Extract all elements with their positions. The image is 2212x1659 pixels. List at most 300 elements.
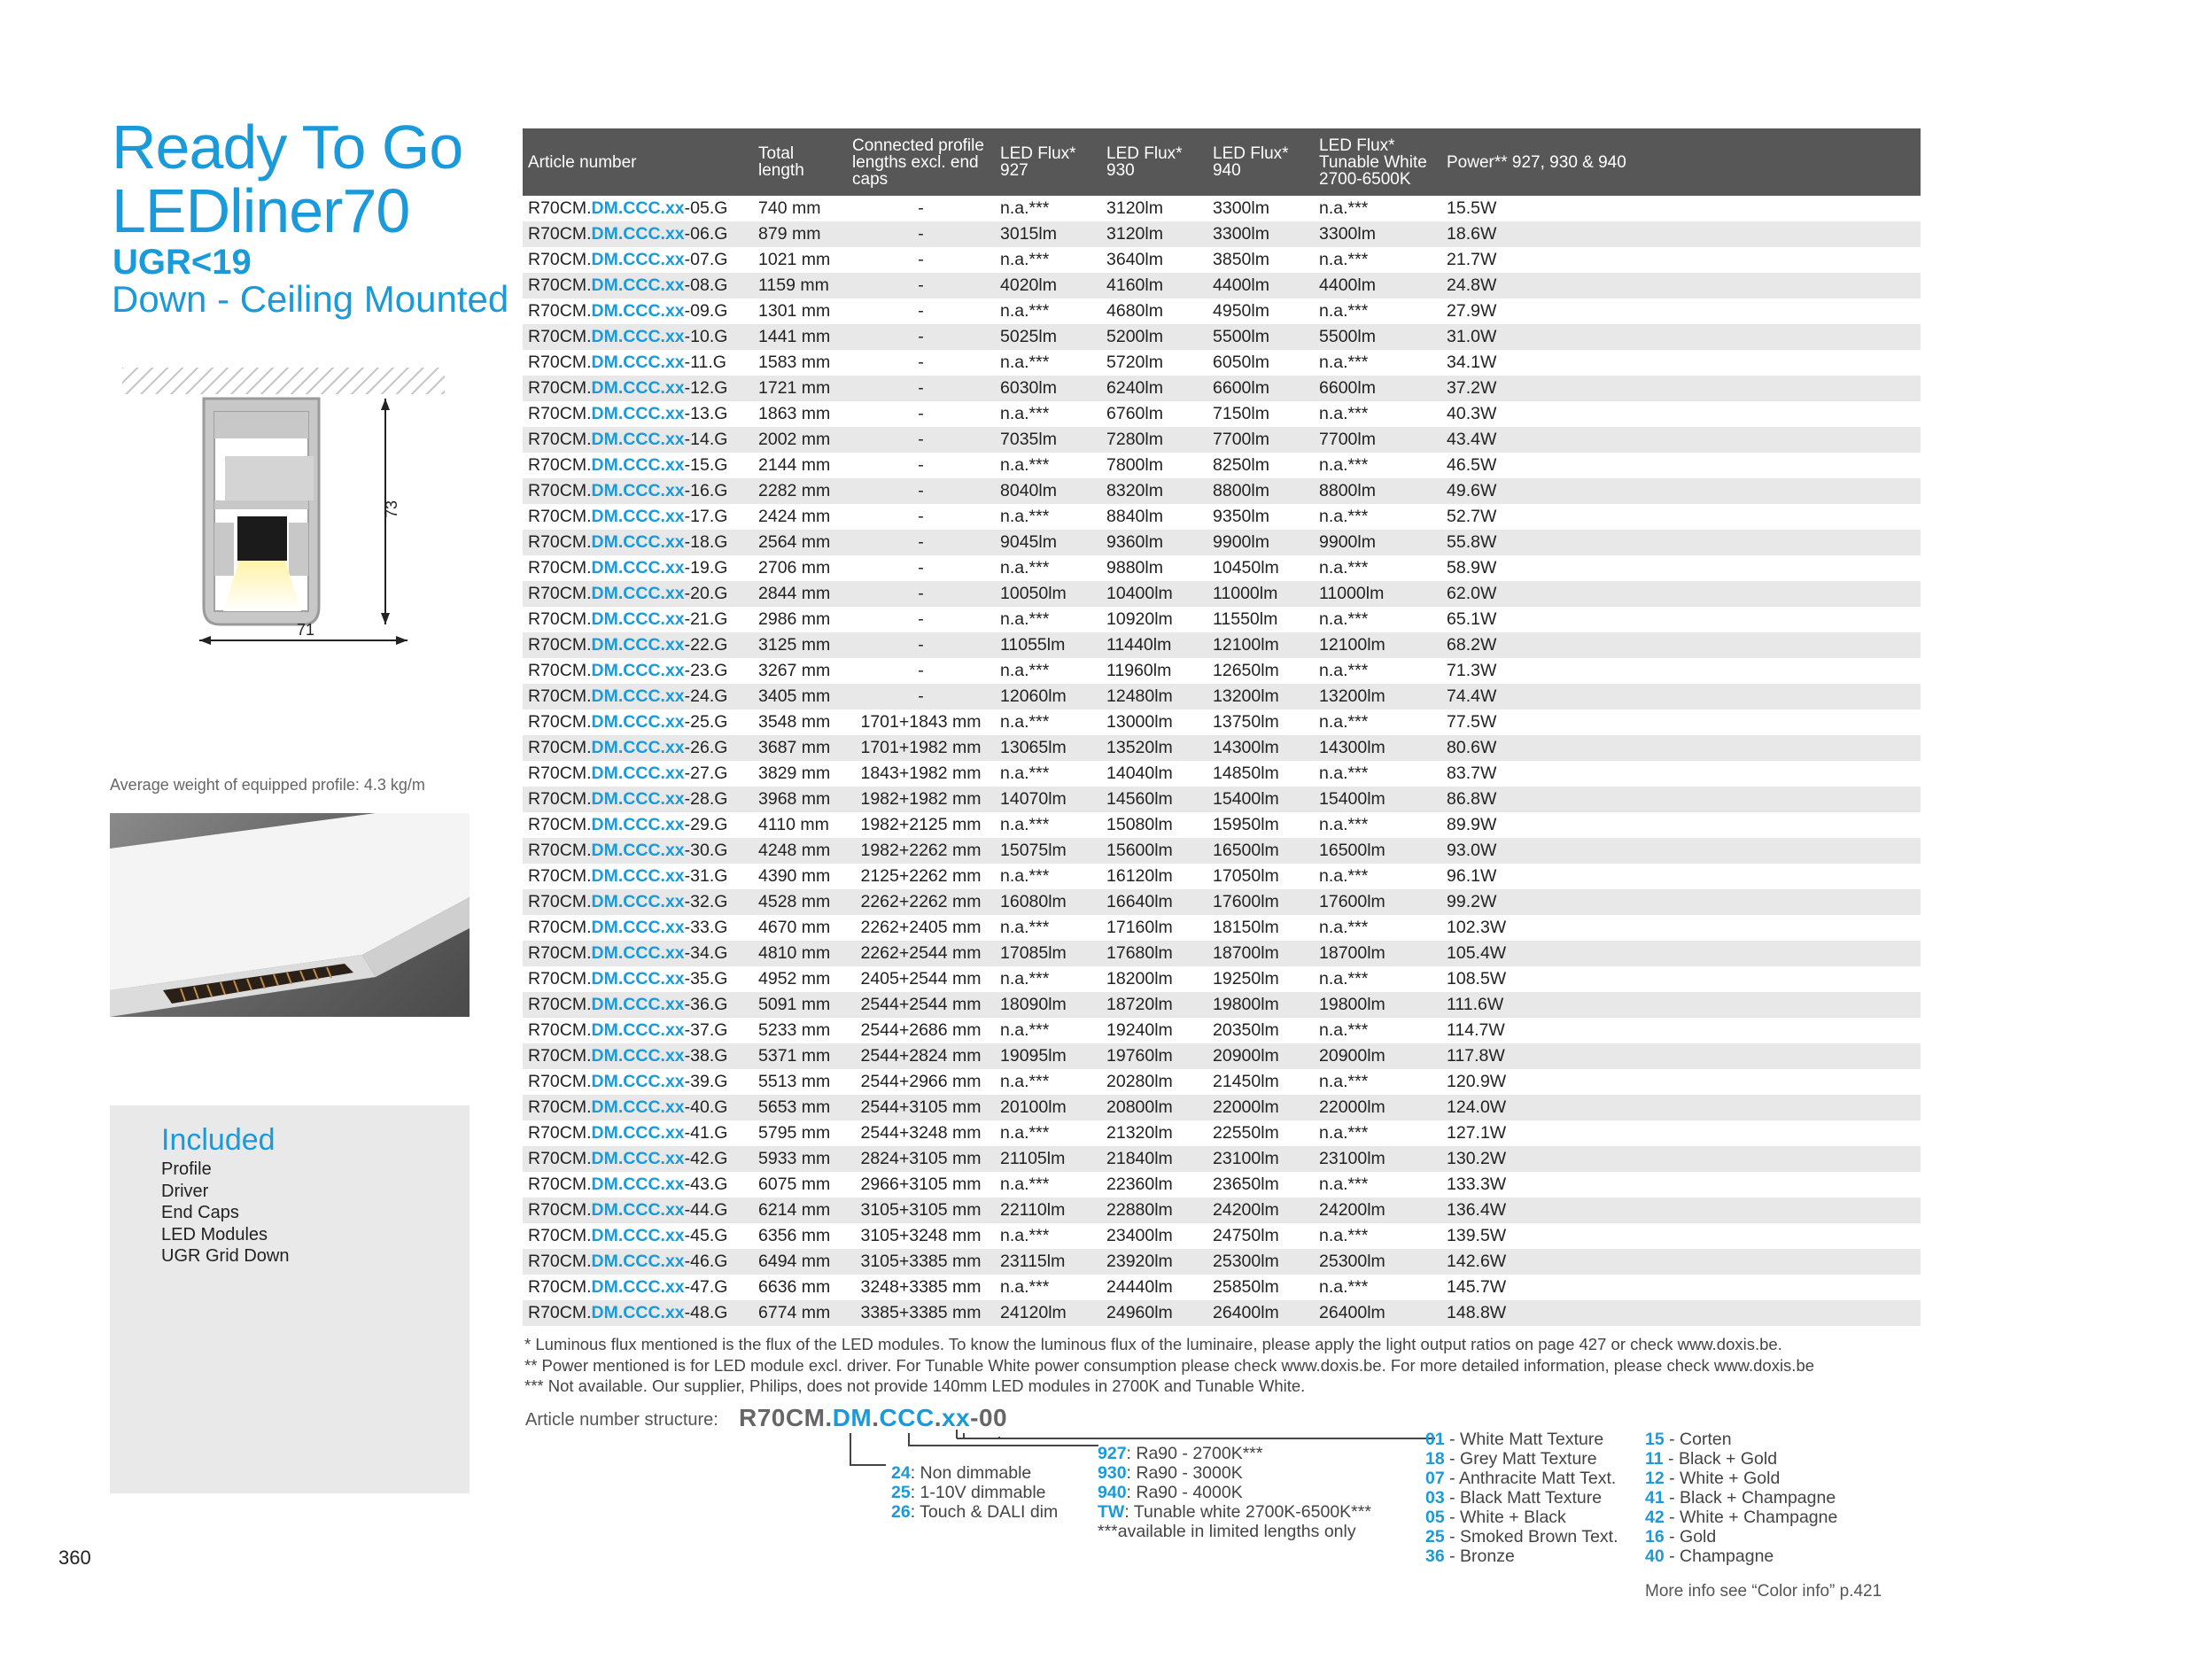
col-header-flux-930: LED Flux* 930 [1101,128,1207,196]
cell-length: 6075 mm [758,1174,831,1194]
col-header-connected: Connected profile lengths excl. end caps [847,128,995,196]
cell-flux-940: 6600lm [1207,376,1314,401]
cell-length: 4110 mm [758,815,829,834]
cell-flux-940: 22550lm [1213,1123,1279,1143]
cell-article-number: R70CM.DM.CCC.xx-29.G [528,815,728,834]
cell-flux-930: 22360lm [1106,1174,1173,1194]
cell-flux-930: 12480lm [1101,684,1207,709]
cell-flux-930: 20280lm [1106,1072,1173,1091]
cell-connected: 1701+1982 mm [847,735,995,761]
cell-article-number: R70CM.DM.CCC.xx-11.G [528,353,726,372]
cell-connected: 1982+2125 mm [860,815,982,834]
color-option: 16 - Gold [1645,1527,1717,1547]
table-row [523,453,1921,478]
spec-table [523,128,1921,1326]
cell-flux-940: 15400lm [1207,787,1314,812]
cell-article-number: R70CM.DM.CCC.xx-08.G [523,273,753,298]
cell-article-number: R70CM.DM.CCC.xx-28.G [523,787,753,812]
cell-article-number: R70CM.DM.CCC.xx-38.G [523,1043,753,1069]
cell-power: 71.3W [1447,661,1497,680]
cell-flux-930: 9360lm [1101,530,1207,555]
cell-flux-930: 7280lm [1101,427,1207,453]
cell-flux-930: 9880lm [1106,558,1163,578]
cell-length: 4248 mm [753,838,847,864]
cell-flux-940: 24750lm [1213,1226,1279,1245]
cct-option: 940: Ra90 - 4000K [1098,1483,1243,1502]
cell-flux-930: 22880lm [1101,1198,1207,1223]
cell-length: 3687 mm [753,735,847,761]
cell-flux-tw: 11000lm [1314,581,1441,607]
cell-length: 2424 mm [758,507,831,526]
cell-length: 2706 mm [758,558,831,578]
color-option: 03 - Black Matt Texture [1425,1488,1603,1508]
footnote-na: *** Not available. Our supplier, Philips, does not provide 140mm LED modules in 2700K and Tunable White. [524,1376,1306,1395]
cell-flux-930: 14040lm [1106,764,1173,783]
table-row [523,1275,1921,1300]
cell-flux-930: 6240lm [1101,376,1207,401]
table-row [523,196,1921,221]
table-row [523,709,1921,735]
cell-flux-tw: 3300lm [1314,221,1441,247]
cell-length: 5653 mm [753,1095,847,1120]
table-row [523,273,1921,298]
cell-connected: - [847,632,995,658]
cell-connected: 2966+3105 mm [860,1174,982,1194]
cell-connected: - [918,507,924,526]
cell-flux-tw: 19800lm [1314,992,1441,1018]
cell-connected: 3105+3385 mm [847,1249,995,1275]
cell-length: 1159 mm [753,273,847,298]
cell-length: 2144 mm [758,455,831,475]
cell-flux-tw: 15400lm [1314,787,1441,812]
dimming-option: 25: 1-10V dimmable [891,1483,1046,1502]
cell-flux-tw: n.a.*** [1319,764,1369,783]
cell-length: 3968 mm [753,787,847,812]
cell-length: 6356 mm [758,1226,831,1245]
cell-connected: 2544+2824 mm [847,1043,995,1069]
cell-flux-930: 3120lm [1106,198,1163,218]
cell-power: 58.9W [1447,558,1497,578]
cell-flux-927: n.a.*** [1000,969,1050,988]
cell-flux-927: n.a.*** [1000,1174,1050,1194]
cct-option: 927: Ra90 - 2700K*** [1098,1444,1263,1463]
table-row [523,298,1921,324]
cell-length: 3829 mm [758,764,831,783]
cell-connected: - [918,353,924,372]
product-name: LEDliner70 [112,176,410,245]
cell-flux-927: 24120lm [995,1300,1101,1326]
cell-power: 133.3W [1447,1174,1507,1194]
cell-flux-927: 19095lm [995,1043,1101,1069]
cell-flux-927: 16080lm [995,889,1101,915]
cell-flux-940: 12100lm [1207,632,1314,658]
cell-flux-940: 7150lm [1213,404,1269,423]
cell-connected: 2262+2405 mm [860,918,982,937]
cct-option: 930: Ra90 - 3000K [1098,1463,1243,1483]
cell-article-number: R70CM.DM.CCC.xx-25.G [528,712,728,732]
table-row [523,684,1921,709]
cell-flux-927: 7035lm [995,427,1101,453]
cell-flux-940: 23100lm [1207,1146,1314,1172]
cell-length: 5795 mm [758,1123,831,1143]
table-row [523,838,1921,864]
cell-length: 2002 mm [753,427,847,453]
cell-length: 2282 mm [753,478,847,504]
table-header-row [523,128,1921,196]
cell-flux-930: 21320lm [1106,1123,1173,1143]
table-row [523,530,1921,555]
cell-flux-927: 13065lm [995,735,1101,761]
cell-flux-930: 11440lm [1101,632,1207,658]
cell-flux-940: 14300lm [1207,735,1314,761]
cell-flux-tw: 8800lm [1314,478,1441,504]
table-row [523,1198,1921,1223]
cell-flux-tw: n.a.*** [1319,1277,1369,1297]
cell-length: 2986 mm [758,609,831,629]
cell-power: 43.4W [1441,427,1921,453]
cell-flux-927: n.a.*** [1000,558,1050,578]
cell-length: 1021 mm [758,250,831,269]
cell-flux-940: 26400lm [1207,1300,1314,1326]
cell-article-number: R70CM.DM.CCC.xx-36.G [523,992,753,1018]
cell-flux-940: 25850lm [1213,1277,1279,1297]
cell-flux-tw: n.a.*** [1319,507,1369,526]
code-prefix: R70CM. [739,1404,833,1431]
cell-article-number: R70CM.DM.CCC.xx-23.G [528,661,728,680]
cell-length: 4528 mm [753,889,847,915]
color-option: 15 - Corten [1645,1430,1732,1449]
cell-flux-tw: 6600lm [1314,376,1441,401]
cell-flux-940: 14850lm [1213,764,1279,783]
code-dm: DM [832,1404,873,1431]
cell-flux-927: 11055lm [995,632,1101,658]
cell-power: 130.2W [1441,1146,1921,1172]
cell-connected: - [847,427,995,453]
cell-length: 1583 mm [758,353,831,372]
cell-flux-tw: n.a.*** [1319,250,1369,269]
color-option: 25 - Smoked Brown Text. [1425,1527,1618,1547]
cell-connected: - [847,324,995,350]
col-header-power: Power** 927, 930 & 940 [1441,128,1921,196]
cell-flux-940: 4950lm [1213,301,1269,321]
width-dimension: 71 [297,621,315,639]
cell-power: 148.8W [1441,1300,1921,1326]
cell-flux-940: 24200lm [1207,1198,1314,1223]
cell-article-number: R70CM.DM.CCC.xx-17.G [528,507,728,526]
cell-flux-930: 24440lm [1106,1277,1173,1297]
table-row [523,504,1921,530]
table-row [523,1172,1921,1198]
table-row [523,941,1921,966]
ugr-grid [237,516,287,561]
cell-connected: 2544+3105 mm [847,1095,995,1120]
cell-flux-tw: 7700lm [1314,427,1441,453]
col-header-flux-tw: LED Flux* Tunable White 2700-6500K [1314,128,1441,196]
cell-flux-930: 3120lm [1101,221,1207,247]
table-row [523,632,1921,658]
cell-power: 102.3W [1447,918,1507,937]
cell-flux-927: 10050lm [995,581,1101,607]
cell-connected: - [918,404,924,423]
cell-connected: - [847,273,995,298]
weight-note: Average weight of equipped profile: 4.3 kg/m [110,776,425,794]
cell-article-number: R70CM.DM.CCC.xx-32.G [523,889,753,915]
cell-connected: - [847,376,995,401]
cell-flux-tw: 17600lm [1314,889,1441,915]
cell-connected: - [847,530,995,555]
cell-connected: 3248+3385 mm [860,1277,982,1297]
cell-flux-930: 20800lm [1101,1095,1207,1120]
cell-flux-940: 8800lm [1207,478,1314,504]
cell-length: 6636 mm [758,1277,831,1297]
included-panel [110,1105,470,1493]
cell-power: 114.7W [1447,1020,1505,1040]
cell-flux-tw: 26400lm [1314,1300,1441,1326]
cell-flux-940: 5500lm [1207,324,1314,350]
cell-connected: 2262+2544 mm [847,941,995,966]
cell-power: 74.4W [1441,684,1921,709]
cell-flux-930: 4680lm [1106,301,1163,321]
table-row [523,658,1921,684]
cell-length: 5513 mm [758,1072,831,1091]
cell-flux-940: 19250lm [1213,969,1279,988]
color-option: 40 - Champagne [1645,1547,1774,1566]
code-ccc: CCC [879,1404,935,1431]
cell-connected: 3105+3105 mm [847,1198,995,1223]
cct-note: ***available in limited lengths only [1098,1522,1356,1541]
cell-flux-927: n.a.*** [1000,661,1050,680]
cell-power: 62.0W [1441,581,1921,607]
cell-flux-tw: n.a.*** [1319,815,1369,834]
cell-connected: 3105+3248 mm [860,1226,982,1245]
cell-power: 93.0W [1441,838,1921,864]
table-row [523,787,1921,812]
cell-flux-tw: 9900lm [1314,530,1441,555]
cell-flux-930: 17680lm [1101,941,1207,966]
cell-power: 18.6W [1441,221,1921,247]
cell-flux-930: 23400lm [1106,1226,1173,1245]
cell-flux-tw: n.a.*** [1319,1226,1369,1245]
color-option: 05 - White + Black [1425,1508,1566,1527]
color-option: 18 - Grey Matt Texture [1425,1449,1597,1469]
cell-flux-927: n.a.*** [1000,353,1050,372]
col-header-flux-927: LED Flux* 927 [995,128,1101,196]
cell-flux-927: n.a.*** [1000,1123,1050,1143]
cell-connected: - [918,661,924,680]
cell-power: 15.5W [1447,198,1497,218]
cell-flux-940: 7700lm [1207,427,1314,453]
cell-flux-940: 3300lm [1213,198,1269,218]
cell-article-number: R70CM.DM.CCC.xx-19.G [528,558,728,578]
dimming-options [891,1463,1058,1522]
table-row [523,221,1921,247]
cell-flux-927: 21105lm [995,1146,1101,1172]
cell-connected: 2544+2544 mm [847,992,995,1018]
cell-power: 99.2W [1441,889,1921,915]
cell-flux-tw: 23100lm [1314,1146,1441,1172]
cell-power: 127.1W [1447,1123,1507,1143]
cell-power: 65.1W [1447,609,1497,629]
table-row [523,1043,1921,1069]
cell-flux-930: 5200lm [1101,324,1207,350]
cell-length: 5233 mm [758,1020,831,1040]
table-row [523,581,1921,607]
cell-flux-930: 21840lm [1101,1146,1207,1172]
cell-length: 3267 mm [758,661,831,680]
cell-flux-927: 20100lm [995,1095,1101,1120]
color-info-reference: More info see “Color info” p.421 [1645,1582,1882,1601]
cell-flux-930: 17160lm [1106,918,1173,937]
cell-article-number: R70CM.DM.CCC.xx-15.G [528,455,728,475]
cell-flux-927: 17085lm [995,941,1101,966]
cell-flux-tw: 13200lm [1314,684,1441,709]
cell-flux-930: 13000lm [1106,712,1173,732]
cell-flux-tw: 25300lm [1314,1249,1441,1275]
list-item: UGR Grid Down [161,1246,290,1266]
cell-article-number: R70CM.DM.CCC.xx-26.G [523,735,753,761]
color-option: 36 - Bronze [1425,1547,1515,1566]
color-options-col2 [1645,1430,1837,1566]
cell-flux-940: 19800lm [1207,992,1314,1018]
cell-length: 4952 mm [758,969,831,988]
col-header-article: Article number [523,128,753,196]
cell-flux-940: 25300lm [1207,1249,1314,1275]
cell-article-number: R70CM.DM.CCC.xx-35.G [528,969,728,988]
cell-flux-tw: 16500lm [1314,838,1441,864]
cell-article-number: R70CM.DM.CCC.xx-40.G [523,1095,753,1120]
table-row [523,1095,1921,1120]
table-row [523,350,1921,376]
cell-connected: 2405+2544 mm [860,969,982,988]
cell-flux-940: 6050lm [1213,353,1269,372]
cell-article-number: R70CM.DM.CCC.xx-13.G [528,404,728,423]
cell-flux-tw: n.a.*** [1319,455,1369,475]
cell-connected: 1701+1843 mm [860,712,982,732]
cell-flux-927: n.a.*** [1000,250,1050,269]
code-xx: xx [941,1404,971,1431]
included-list [161,1159,289,1268]
color-option: 42 - White + Champagne [1645,1508,1838,1527]
table-row [523,1300,1921,1326]
footnote-power: ** Power mentioned is for LED module excl. driver. For Tunable White power consumption please check www.doxis.be. For more detailed information, please check www.doxis.be [524,1355,1815,1375]
cell-flux-tw: n.a.*** [1319,198,1369,218]
cell-length: 1441 mm [753,324,847,350]
cell-flux-930: 19240lm [1106,1020,1173,1040]
cell-flux-930: 14560lm [1101,787,1207,812]
cell-flux-930: 4160lm [1101,273,1207,298]
cell-connected: - [918,301,924,321]
cell-flux-940: 22000lm [1207,1095,1314,1120]
cell-flux-930: 8320lm [1101,478,1207,504]
cell-flux-927: 3015lm [995,221,1101,247]
cell-flux-930: 6760lm [1106,404,1163,423]
table-row [523,478,1921,504]
cell-article-number: R70CM.DM.CCC.xx-34.G [523,941,753,966]
structure-label: Article number structure: [525,1410,718,1430]
cell-flux-930: 16120lm [1106,866,1173,886]
cell-power: 37.2W [1441,376,1921,401]
cell-length: 1721 mm [753,376,847,401]
cell-flux-940: 20900lm [1207,1043,1314,1069]
cell-flux-940: 8250lm [1213,455,1269,475]
cell-connected: - [918,250,924,269]
table-row [523,1069,1921,1095]
cell-flux-930: 7800lm [1106,455,1163,475]
cell-article-number: R70CM.DM.CCC.xx-41.G [528,1123,728,1143]
cell-connected: - [918,558,924,578]
page-number: 360 [58,1547,91,1569]
cell-power: 49.6W [1441,478,1921,504]
cell-connected: 3385+3385 mm [847,1300,995,1326]
table-row [523,376,1921,401]
height-dimension: 73 [383,500,400,518]
cell-article-number: R70CM.DM.CCC.xx-44.G [523,1198,753,1223]
cell-power: 21.7W [1447,250,1497,269]
cct-option: TW: Tunable white 2700K-6500K*** [1098,1502,1371,1522]
cell-flux-940: 16500lm [1207,838,1314,864]
cell-length: 5933 mm [753,1146,847,1172]
product-photo [110,813,470,1017]
cell-flux-tw: 12100lm [1314,632,1441,658]
cell-flux-930: 3640lm [1106,250,1163,269]
cell-flux-tw: n.a.*** [1319,1072,1369,1091]
cell-flux-927: n.a.*** [1000,1277,1050,1297]
cell-flux-940: 9350lm [1213,507,1269,526]
cell-flux-930: 5720lm [1106,353,1163,372]
cell-power: 27.9W [1447,301,1497,321]
included-heading: Included [161,1123,276,1157]
cell-flux-940: 23650lm [1213,1174,1279,1194]
footnote-flux: * Luminous flux mentioned is the flux of the LED modules. To know the luminous flux of the luminaire, please apply the light output ratios on page 427 or check www.doxis.be. [524,1335,1782,1353]
cell-length: 1301 mm [758,301,831,321]
cell-connected: 2544+2966 mm [860,1072,982,1091]
cell-power: 145.7W [1447,1277,1507,1297]
cell-power: 46.5W [1447,455,1497,475]
table-row [523,324,1921,350]
cell-flux-930: 18720lm [1101,992,1207,1018]
table-row [523,864,1921,889]
cell-flux-940: 12650lm [1213,661,1279,680]
cell-flux-940: 17050lm [1213,866,1279,886]
cell-flux-940: 21450lm [1213,1072,1279,1091]
cell-flux-930: 15080lm [1106,815,1173,834]
mounting-type: Down - Ceiling Mounted [112,278,509,320]
cell-connected: 2824+3105 mm [847,1146,995,1172]
cell-flux-930: 19760lm [1101,1043,1207,1069]
cell-flux-927: n.a.*** [1000,198,1050,218]
code-suffix: -00 [970,1404,1008,1431]
structure-code: R70CM.DM.CCC.xx-00 [739,1404,1008,1431]
cell-power: 77.5W [1447,712,1497,732]
cell-connected: - [847,221,995,247]
cell-flux-927: 4020lm [995,273,1101,298]
cell-flux-tw: 4400lm [1314,273,1441,298]
cell-length: 6494 mm [753,1249,847,1275]
cell-flux-930: 10920lm [1106,609,1173,629]
cell-flux-tw: n.a.*** [1319,969,1369,988]
table-row [523,555,1921,581]
table-row [523,1223,1921,1249]
cell-power: 89.9W [1447,815,1497,834]
cell-connected: 1843+1982 mm [860,764,982,783]
cell-flux-927: 15075lm [995,838,1101,864]
table-row [523,401,1921,427]
cell-flux-927: n.a.*** [1000,1226,1050,1245]
cell-flux-tw: 18700lm [1314,941,1441,966]
cell-length: 2844 mm [753,581,847,607]
cell-flux-930: 18200lm [1106,969,1173,988]
cell-article-number: R70CM.DM.CCC.xx-21.G [528,609,728,629]
